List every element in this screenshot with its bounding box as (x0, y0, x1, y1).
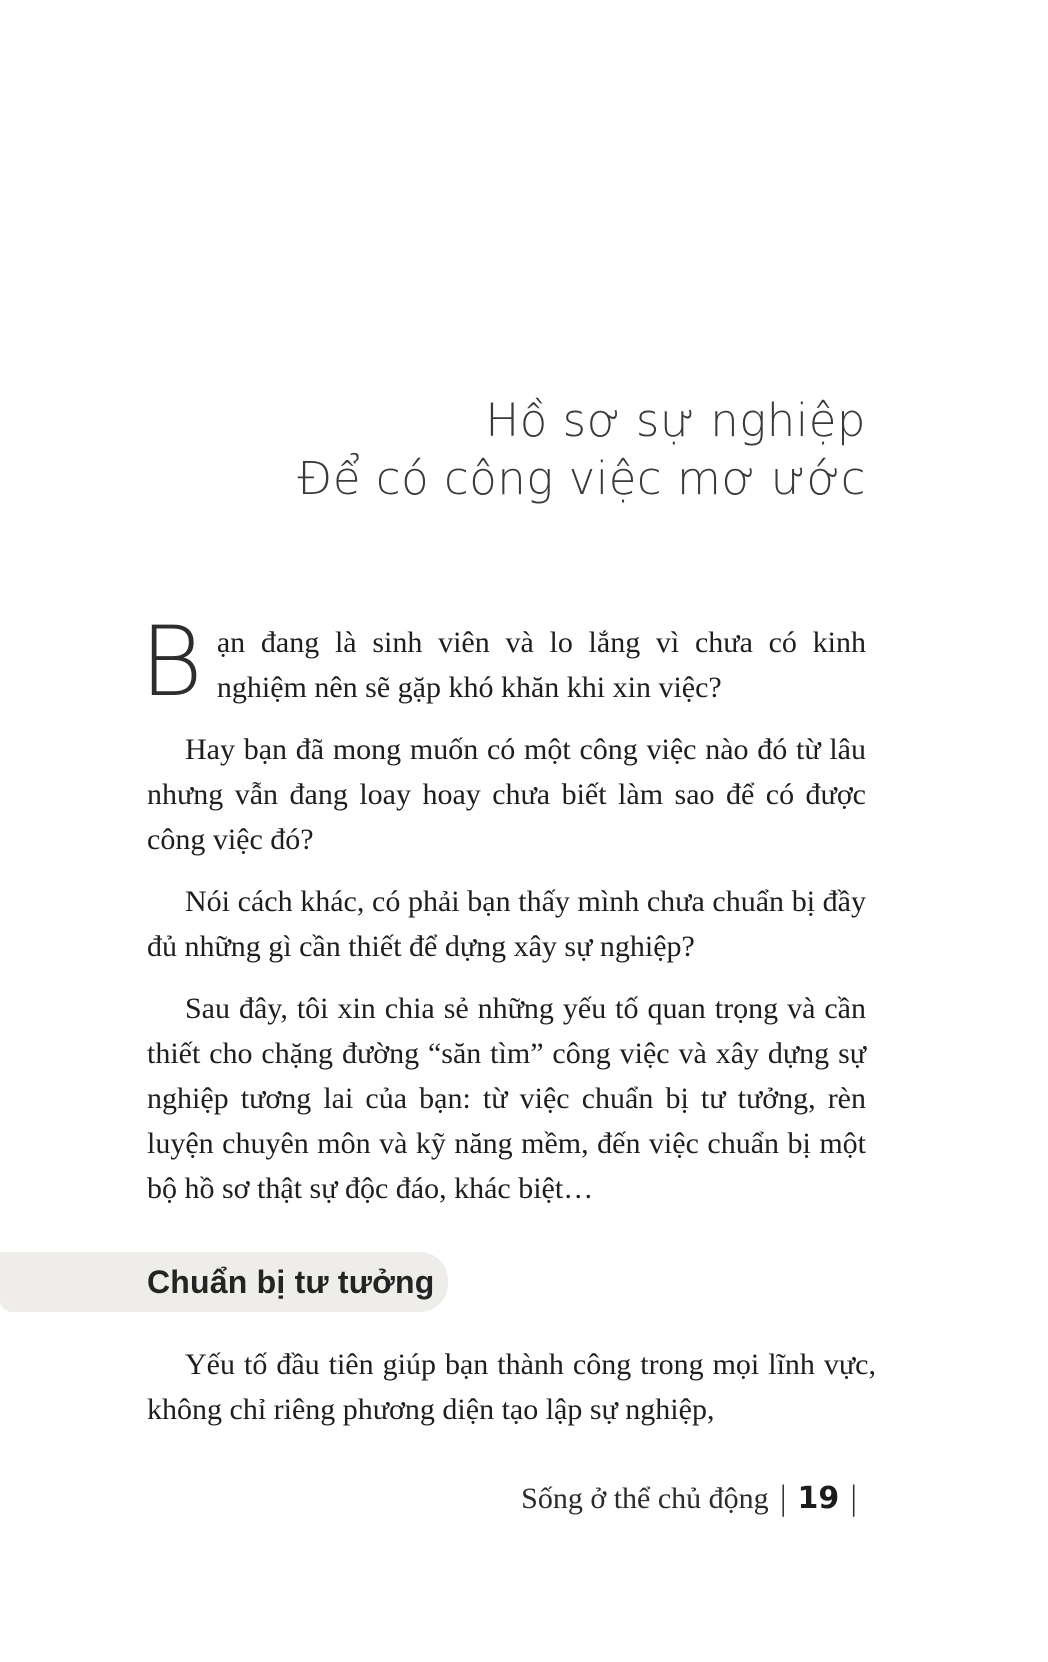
paragraph: Yếu tố đầu tiên giúp bạn thành công trong mọi lĩnh vực, không chỉ riêng phương diện tạo lập sự nghiệp, (147, 1348, 876, 1426)
paragraph: Sau đây, tôi xin chia sẻ những yếu tố quan trọng và cần thiết cho chặng đường “săn tìm” công việc và xây dựng sự nghiệp tương lai của bạn: từ việc chuẩn bị tư tưởng, rèn luyện chuyên môn và kỹ năng mềm, đến việc chuẩn bị một bộ hồ sơ thật sự độc đáo, khác biệt… (147, 992, 866, 1205)
footer-separator: | (777, 1479, 789, 1517)
body-text-block (140, 606, 866, 1228)
chapter-title-line-1: Hồ sơ sự nghiệp (485, 394, 866, 447)
book-title: Sống ở thể chủ động (521, 1482, 769, 1515)
paragraph: Nói cách khác, có phải bạn thấy mình chưa chuẩn bị đầy đủ những gì cần thiết để dựng xây sự nghiệp? (147, 885, 866, 963)
footer-separator: | (848, 1479, 859, 1517)
paragraph-intro (140, 606, 866, 718)
paragraph: Hay bạn đã mong muốn có một công việc nào đó từ lâu nhưng vẫn đang loay hoay chưa biết làm sao để có được công việc đó? (147, 733, 866, 856)
body-text-block-after-heading (147, 1342, 876, 1449)
chapter-title (147, 392, 866, 508)
section-heading-pill (0, 1252, 448, 1312)
paragraph-intro-text: ạn đang là sinh viên và lo lắng vì chưa có kinh nghiệm nên sẽ gặp khó khăn khi xin việc? (216, 626, 866, 704)
page-footer (521, 1478, 868, 1516)
chapter-title-line-2: Để có công việc mơ ước (297, 452, 866, 505)
section-heading: Chuẩn bị tư tưởng (147, 1263, 435, 1300)
page-number: 19 (797, 1481, 840, 1516)
drop-cap: B (140, 606, 203, 718)
